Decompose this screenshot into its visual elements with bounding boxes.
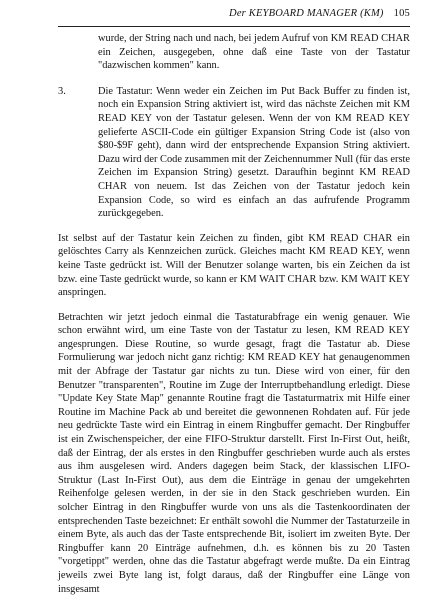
page-number: 105 <box>393 8 410 19</box>
running-header <box>58 8 410 19</box>
paragraph-ringbuffer: Betrachten wir jetzt jedoch einmal die Tastaturabfrage ein wenig genauer. Wie schon erwähnt wird, um eine Taste von der Tastatur zu lesen, KM READ KEY angesprungen. Diese Routine, so wurde gesagt, fragt die Tastatur ab. Diese Formulierung war jedoch nicht ganz richtig: KM READ KEY hat genaugenommen mit der Abfrage der Tastatur gar nichts zu tun. Diese wird von einer, für den Benutzer "transparenten", Routine im Zuge der Interruptbehandlung erledigt. Diese "Update Key State Map" genannte Routine fragt die Tastaturmatrix mit Hilfe einer Routine im Machine Pack ab und bereitet die gewonnenen Rohdaten auf. Für jede neu gedrückte Taste wird ein Eintrag in einem Ringbuffer gemacht. Der Ringbuffer ist ein Zwischenspeicher, der eine FIFO-Struktur darstellt. First In-First Out, heißt, daß der Eintrag, der als erstes in den Ringbuffer geschrieben wurde auch als erstes aus ihm ausgelesen wird. Anders dagegen beim Stack, der klassischen LIFO-Struktur (Last In-First Out), aus dem die Einträge in genau der umgekehrten Reihenfolge gelesen werden, in der sie in den Stack geschrieben wurden. Ein solcher Eintrag in den Ringbuffer wurde von uns als die Tastenkoordinaten der entsprechenden Taste bezeichnet: Er enthält sowohl die Nummer der Tastaturzeile in einem Byte, als auch das der Taste entsprechende Bit, isoliert im zweiten Byte. Der Ringbuffer kann 20 Einträge aufnehmen, d.h. es können bis zu 20 Tasten "vorgetippt" werden, ohne das die Tastatur abgefragt werde mußte. Da ein Eintrag jeweils zwei Byte lang ist, folgt daraus, daß der Ringbuffer eine Länge von insgesamt <box>58 311 410 595</box>
continuation-paragraph: wurde, der String nach und nach, bei jedem Aufruf von KM READ CHAR ein Zeichen, ausgegeben, ohne daß eine Taste von der Tastatur "dazwischen kommen" kann. <box>98 33 410 72</box>
item-number: 3. <box>58 85 66 97</box>
chapter-title: Der KEYBOARD MANAGER (KM) <box>229 8 384 19</box>
item-text: Die Tastatur: Wenn weder ein Zeichen im Put Back Buffer zu finden ist, noch ein Expansion String aktiviert ist, wird das nächste Zeichen mit KM READ KEY von der Tastatur gelesen. Wenn der von KM READ KEY gelieferte ASCII-Code ein gültiger Expansion String Code ist (also von $80-$9F geht), dann wird der entsprechende Expansion String aktiviert. Dazu wird der Code zusammen mit der Zeichennummer Null (für das erste Zeichen im Expansion String) gesetzt. Daraufhin beginnt KM READ CHAR von neuem. Ist das Zeichen von der Tastatur jedoch kein Expansion Code, so wird es einfach an das aufrufende Programm zurückgegeben. <box>98 85 410 220</box>
numbered-item-3 <box>58 85 410 221</box>
paragraph-carry: Ist selbst auf der Tastatur kein Zeichen zu finden, gibt KM READ CHAR ein gelöschtes Carry als Kennzeichen zurück. Gleiches macht KM READ KEY, wenn keine Taste gedrückt ist. Will der Benutzer solange warten, bis ein Zeichen da ist bzw. eine Taste gedrückt wurde, so kann er KM WAIT CHAR bzw. KM WAIT KEY anspringen. <box>58 232 410 299</box>
header-rule <box>58 26 410 27</box>
page-body <box>58 32 410 596</box>
